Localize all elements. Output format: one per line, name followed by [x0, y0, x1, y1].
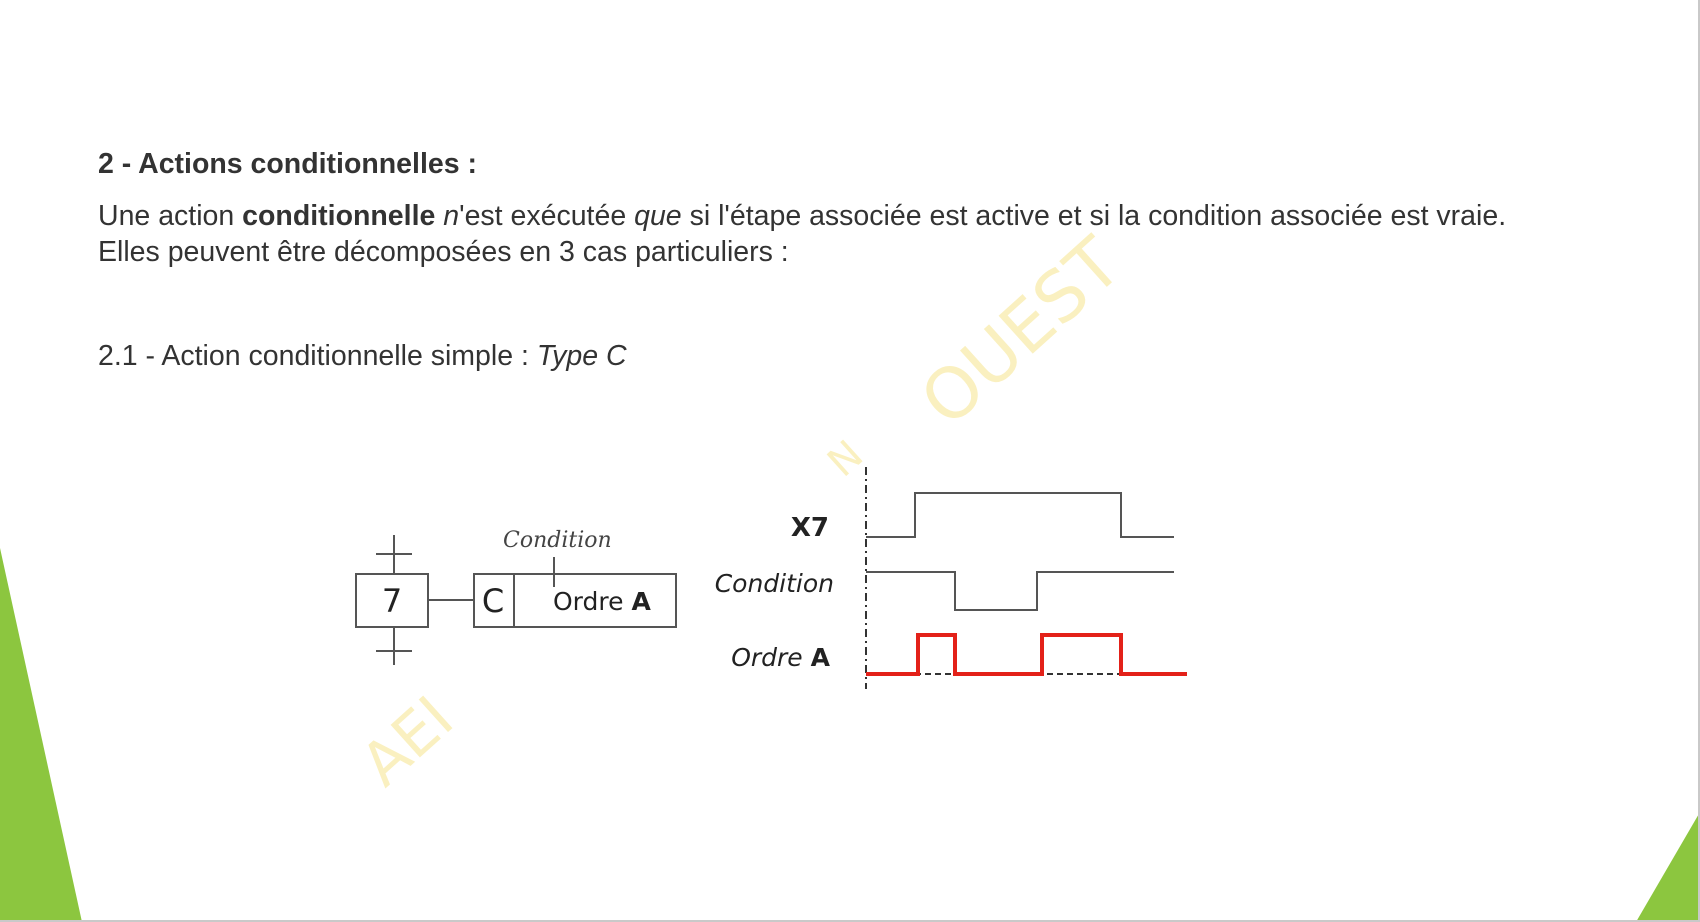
chrono-ordre-output: A	[810, 643, 830, 672]
chrono-label-condition: Condition	[714, 569, 834, 598]
chrono-label-x7: X7	[790, 513, 829, 543]
text-span: si l'étape associée est active et si la condition associée est vraie.	[681, 200, 1507, 232]
intro-paragraph	[98, 198, 1506, 270]
subsection-type: Type C	[536, 340, 627, 372]
section-heading: 2 - Actions conditionnelles :	[98, 148, 477, 180]
paragraph-line-2: Elles peuvent être décomposées en 3 cas particuliers :	[98, 236, 789, 268]
subsection-heading	[98, 340, 627, 373]
action-output: A	[631, 587, 651, 616]
watermark-text-2: OUEST	[905, 221, 1137, 442]
condition-label: Condition	[503, 528, 612, 553]
italic-term: n	[443, 200, 460, 232]
subsection-prefix: 2.1 - Action conditionnelle simple :	[98, 340, 537, 372]
grafcet-diagram	[340, 455, 1200, 695]
signal-ordre-a	[866, 635, 1187, 674]
left-green-accent	[0, 548, 82, 922]
text-span: 'est exécutée	[459, 200, 635, 232]
chrono-label-ordre	[731, 643, 830, 672]
action-label: Ordre	[553, 587, 632, 616]
right-green-accent	[1636, 812, 1700, 922]
chrono-ordre-text: Ordre	[731, 643, 811, 672]
step-number: 7	[381, 582, 403, 620]
action-text	[553, 587, 651, 616]
italic-term: que	[634, 200, 682, 232]
action-qualifier: C	[481, 582, 505, 620]
paragraph-line-1	[98, 198, 1506, 234]
watermark-text-1: AEI	[348, 683, 467, 800]
grafcet-step-group	[356, 528, 676, 665]
signal-x7	[866, 493, 1174, 537]
signal-condition	[866, 572, 1174, 610]
bold-term: conditionnelle	[242, 200, 436, 232]
watermark-text-3: N	[819, 431, 873, 486]
text-span: Une action	[98, 200, 243, 232]
